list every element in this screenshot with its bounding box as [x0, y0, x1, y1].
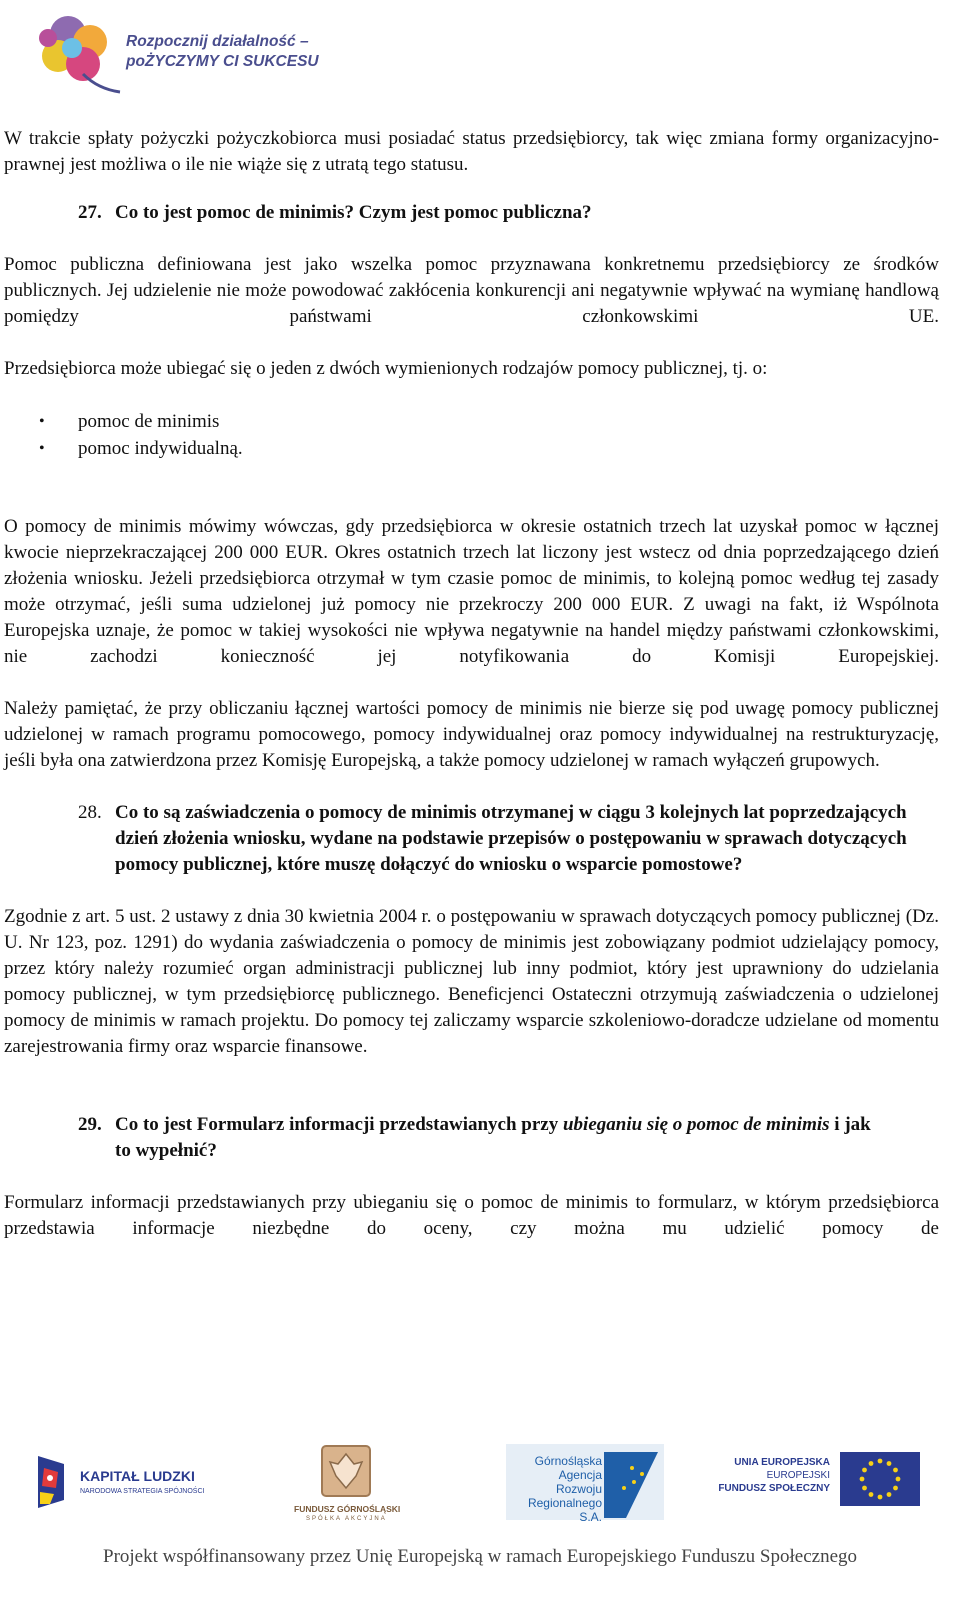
question-text-part: Co to jest Formularz informacji przedstawianych przy	[115, 1114, 563, 1135]
paragraph-de-minimis: O pomocy de minimis mówimy wówczas, gdy przedsiębiorca w okresie ostatnich trzech lat uzyskał pomoc w łącznej kwocie nieprzekraczającej 200 000 EUR. Okres ostatnich trzech lat liczony jest wstecz od dnia poprzedzającego dzień złożenia wniosku. Jeżeli przedsiębiorca otrzymał w tym czasie pomoc de minimis, to kolejną pomoc według tej zasady może otrzymać, jeśli suma udzielonej już pomocy nie przekroczy 200 000 EUR. Z uwagi na fakt, iż Wspólnota Europejska uznaje, że pomoc w takiej wysokości nie wpływa negatywnie na handel między państwami członkowskimi, nie zachodzi konieczność jej notyfikowania do Komisji Europejskiej.	[4, 516, 939, 667]
footer-logos	[0, 1440, 960, 1540]
question-number: 28.	[78, 802, 102, 823]
kapital-ludzki-logo	[34, 1450, 234, 1520]
question-28	[4, 800, 939, 878]
kl-title: KAPITAŁ LUDZKI	[80, 1468, 195, 1484]
eu-logo	[718, 1450, 924, 1516]
flower-logo-icon	[28, 4, 128, 100]
list-item: • pomoc indywidualną.	[4, 435, 939, 462]
eu-line-1: UNIA EUROPEJSKA	[734, 1457, 830, 1468]
header-logo	[28, 4, 318, 100]
question-text-part: i jak to wypełnić?	[115, 1114, 871, 1161]
logo-line-2: poŻYCZYMY CI SUKCESU	[126, 53, 319, 70]
question-text	[115, 1114, 871, 1161]
footer-caption: Projekt współfinansowany przez Unię Europejską w ramach Europejskiego Funduszu Społecznego	[103, 1546, 857, 1567]
garr-logo	[506, 1444, 664, 1524]
garr-line-2: Agencja Rozwoju	[555, 1468, 602, 1496]
document-body	[4, 126, 939, 1242]
paragraph-status: W trakcie spłaty pożyczki pożyczkobiorca musi posiadać status przedsiębiorcy, tak więc zmiana formy organizacyjno-prawnej jest możliwa o ile nie wiąże się z utratą tego statusu.	[4, 128, 939, 175]
kl-subtitle: NARODOWA STRATEGIA SPÓJNOŚCI	[80, 1488, 205, 1495]
question-text: Co to są zaświadczenia o pomocy de minimis otrzymanej w ciągu 3 kolejnych lat poprzedzających dzień złożenia wniosku, wydane na podstawie przepisów o postępowaniu w sprawach dotyczących pomocy publicznej, które muszę dołączyć do wniosku o wsparcie pomostowe?	[115, 802, 907, 875]
question-27	[4, 200, 939, 226]
fg-line-2: SPÓŁKA AKCYJNA	[306, 1516, 387, 1522]
logo-line-1: Rozpocznij działalność –	[126, 33, 309, 50]
question-number: 27.	[78, 202, 102, 223]
paragraph-calculation: Należy pamiętać, że przy obliczaniu łącznej wartości pomocy de minimis nie bierze się pod uwagę pomocy publicznej udzielonej w ramach programu pomocowego, pomocy indywidualnej oraz pomocy indywidualnej na restrukturyzację, jeśli była ona zatwierdzona przez Komisję Europejską, a także pomocy udzielonej w ramach wyłączeń grupowych.	[4, 698, 939, 771]
paragraph-certificates: Zgodnie z art. 5 ust. 2 ustawy z dnia 30 kwietnia 2004 r. o postępowaniu w sprawach dotyczących pomocy publicznej (Dz. U. Nr 123, poz. 1291) do wydania zaświadczenia o pomocy de minimis jest zobowiązany podmiot udzielający pomocy, przez który należy rozumieć organ administracji publicznej lub inny podmiot, który jest uprawniony do udzielania pomocy publicznej, w tym przedsiębiorcę publicznego. Beneficjenci Ostateczni otrzymują zaświadczenia o udzielonej pomocy de minimis w ramach projektu. Do pomocy tej zaliczamy wsparcie szkoleniowo-doradcze udzielane od momentu zarejestrowania firmy oraz wsparcie finansowe.	[4, 906, 939, 1057]
question-number: 29.	[78, 1114, 102, 1135]
fg-line-1: FUNDUSZ GÓRNOŚLĄSKI	[294, 1504, 401, 1514]
eu-text	[718, 1456, 830, 1495]
fundusz-gornoslaski-logo	[286, 1442, 406, 1532]
question-text: Co to jest pomoc de minimis? Czym jest pomoc publiczna?	[115, 202, 592, 223]
garr-line-3: Regionalnego S.A.	[527, 1496, 602, 1524]
question-text-italic: ubieganiu się o pomoc de minimis	[562, 1114, 830, 1135]
garr-line-1: Górnośląska	[534, 1454, 602, 1468]
paragraph-definition: Pomoc publiczna definiowana jest jako wszelka pomoc przyznawana konkretnemu przedsiębiorcy ze środków publicznych. Jej udzielenie nie może powodować zakłócenia konkurencji ani negatywnie wpływać na wymianę handlową pomiędzy państwami członkowskimi UE.	[4, 254, 939, 327]
paragraph-types: Przedsiębiorca może ubiegać się o jeden z dwóch wymienionych rodzajów pomocy publicznej, tj. o:	[4, 358, 768, 379]
aid-types-list	[4, 408, 939, 462]
eu-line-2: EUROPEJSKI	[766, 1470, 830, 1481]
eu-flag-icon	[840, 1452, 920, 1506]
kapital-ludzki-icon	[34, 1454, 70, 1510]
paragraph-form: Formularz informacji przedstawianych przy ubieganiu się o pomoc de minimis to formularz, w którym przedsiębiorca przedstawia informacje niezbędne do oceny, czy można mu udzielić pomocy de	[4, 1192, 939, 1239]
eagle-crest-icon	[318, 1442, 374, 1500]
logo-title	[126, 32, 319, 72]
eu-line-3: FUNDUSZ SPOŁECZNY	[718, 1483, 830, 1494]
list-item: • pomoc de minimis	[4, 408, 939, 435]
garr-text	[518, 1454, 602, 1524]
question-29	[4, 1112, 939, 1164]
